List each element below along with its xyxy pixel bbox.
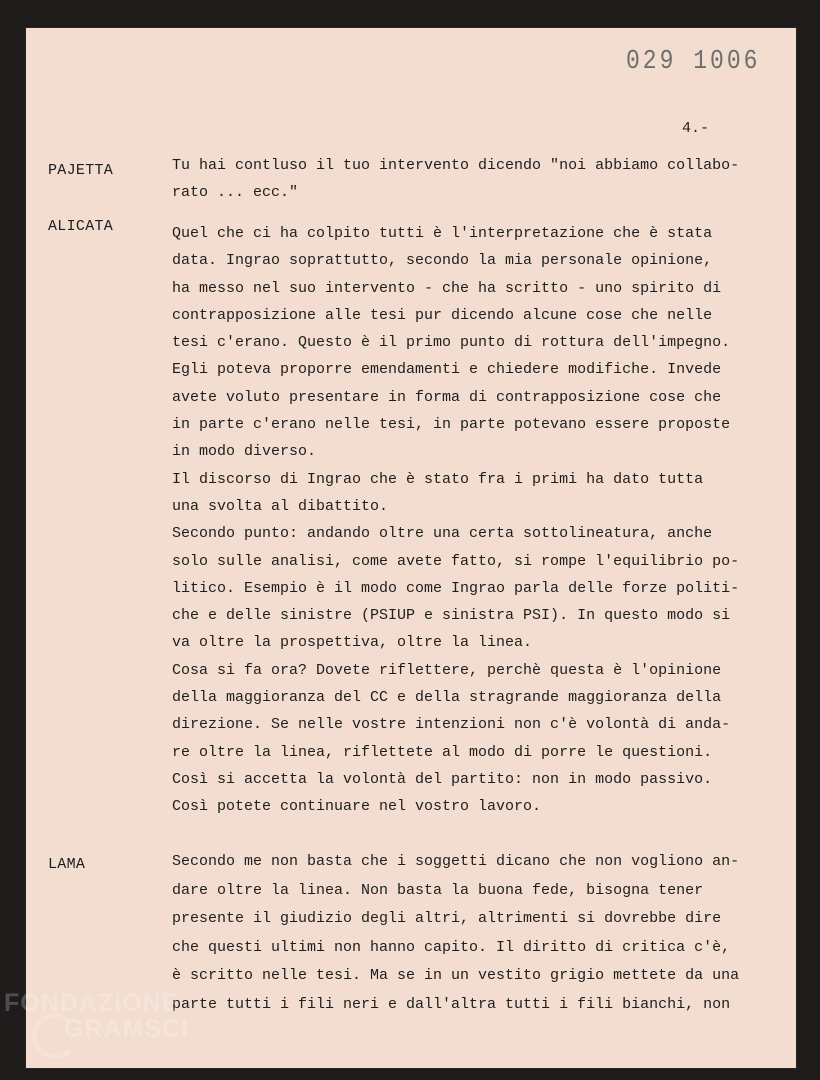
text-line: data. Ingrao soprattutto, secondo la mia personale opinione, <box>172 252 713 270</box>
text-line: è scritto nelle tesi. Ma se in un vestito grigio mettete da una <box>172 967 740 984</box>
text-line: una svolta al dibattito. <box>172 497 389 515</box>
document-page <box>26 28 796 1068</box>
text-line: che e delle sinistre (PSIUP e sinistra PSI). In questo modo si <box>172 607 731 625</box>
text-line: dare oltre la linea. Non basta la buona fede, bisogna tener <box>172 881 704 899</box>
text-line: Il discorso di Ingrao che è stato fra i primi ha dato tutta <box>172 470 704 488</box>
text-line: parte tutti i fili neri e dall'altra tutti i fili bianchi, non <box>172 995 731 1013</box>
speaker-name: ALICATA <box>48 218 114 235</box>
watermark-text: FONDAZIONE <box>4 989 180 1017</box>
text-line: Secondo punto: andando oltre una certa sottolineatura, anche <box>172 525 713 543</box>
text-line: contrapposizione alle tesi pur dicendo alcune cose che nelle <box>172 306 713 324</box>
text-line: litico. Esempio è il modo come Ingrao parla delle forze politi- <box>172 579 740 597</box>
text-line: Così potete continuare nel vostro lavoro. <box>172 798 542 816</box>
text-line: rato ... ecc." <box>172 184 299 202</box>
text-line: Cosa si fa ora? Dovete riflettere, perchè questa è l'opinione <box>172 661 722 679</box>
text-line: Tu hai contluso il tuo intervento dicendo "noi abbiamo collabo- <box>172 157 740 174</box>
text-line: ha messo nel suo intervento - che ha scritto - uno spirito di <box>172 279 722 297</box>
page-number: 4.- <box>682 120 710 137</box>
text-line: della maggioranza del CC e della stragrande maggioranza della <box>172 689 722 707</box>
speaker-name: PAJETTA <box>48 162 114 179</box>
speech-block <box>172 152 790 207</box>
text-line: Secondo me non basta che i soggetti dicano che non vogliono an- <box>172 853 740 870</box>
text-line: direzione. Se nelle vostre intenzioni non c'è volontà di anda- <box>172 716 731 734</box>
text-line: in modo diverso. <box>172 443 317 461</box>
speech-block <box>172 220 790 821</box>
text-line: che questi ultimi non hanno capito. Il diritto di critica c'è, <box>172 938 731 956</box>
reference-number: 029 1006 <box>626 46 761 76</box>
text-line: re oltre la linea, riflettete al modo di porre le questioni. <box>172 743 713 761</box>
text-line: va oltre la prospettiva, oltre la linea. <box>172 634 533 652</box>
text-line: solo sulle analisi, come avete fatto, si rompe l'equilibrio po- <box>172 552 740 570</box>
speaker-name: LAMA <box>48 856 86 873</box>
text-line: Quel che ci ha colpito tutti è l'interpretazione che è stata <box>172 225 713 242</box>
text-line: tesi c'erano. Questo è il primo punto di rottura dell'impegno. <box>172 334 731 352</box>
text-line: Così si accetta la volontà del partito: non in modo passivo. <box>172 770 713 788</box>
watermark-text: GRAMSCI <box>64 1015 190 1043</box>
text-line: Egli poteva proporre emendamenti e chiedere modifiche. Invede <box>172 361 722 379</box>
text-line: presente il giudizio degli altri, altrimenti si dovrebbe dire <box>172 910 722 927</box>
speech-block <box>172 848 790 1019</box>
archive-watermark-logo <box>4 985 204 1075</box>
text-line: avete voluto presentare in forma di contrapposizione cose che <box>172 388 722 406</box>
text-line: in parte c'erano nelle tesi, in parte potevano essere proposte <box>172 416 731 434</box>
